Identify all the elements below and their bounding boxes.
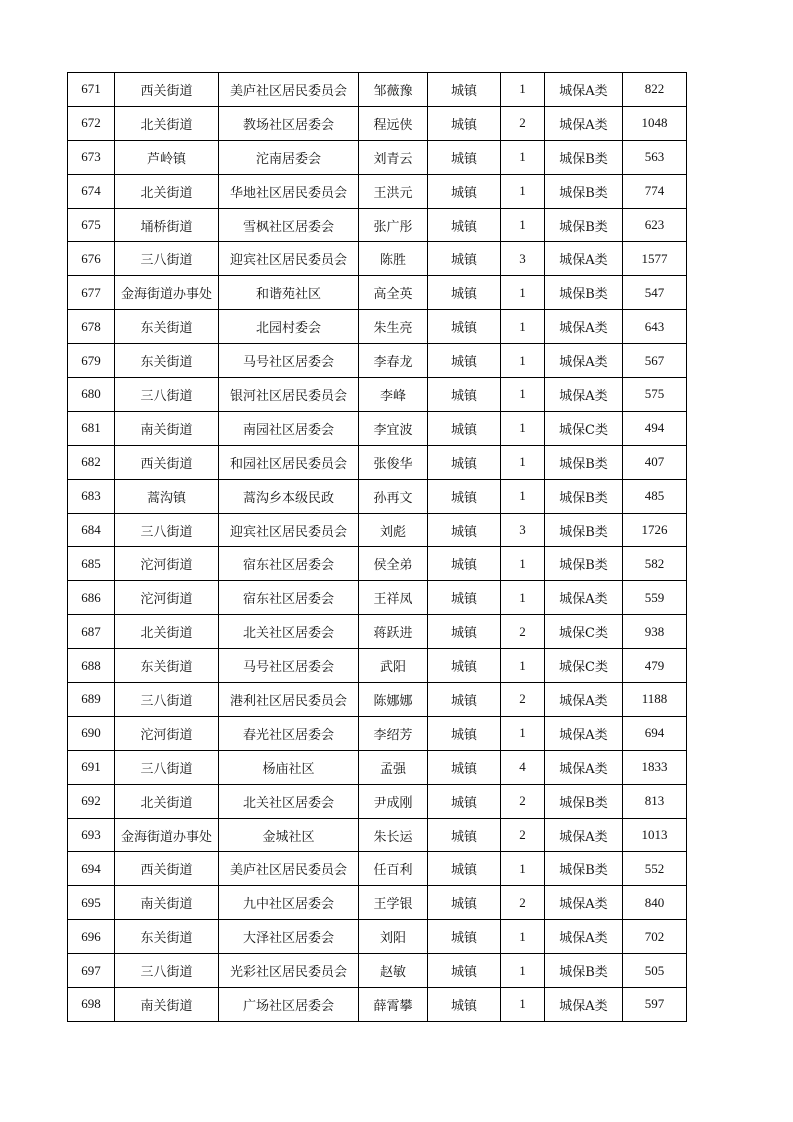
household-count-cell: 1 [501,411,545,445]
category-cell: 城保A类 [545,310,623,344]
community-cell: 南园社区居委会 [219,411,359,445]
community-cell: 华地社区居民委员会 [219,174,359,208]
table-body [68,73,687,1022]
household-count-cell: 2 [501,818,545,852]
name-cell: 李春龙 [359,344,428,378]
household-count-cell: 2 [501,615,545,649]
street-cell: 东关街道 [115,649,219,683]
household-count-cell: 1 [501,174,545,208]
name-cell: 李宜波 [359,411,428,445]
community-cell: 雪枫社区居委会 [219,208,359,242]
name-cell: 刘彪 [359,513,428,547]
name-cell: 张俊华 [359,445,428,479]
amount-cell: 547 [623,276,687,310]
table-row [68,581,687,615]
amount-cell: 1577 [623,242,687,276]
category-cell: 城保C类 [545,649,623,683]
category-cell: 城保B类 [545,479,623,513]
table-row [68,174,687,208]
name-cell: 孙再文 [359,479,428,513]
row-number-cell: 688 [68,649,115,683]
community-cell: 广场社区居委会 [219,988,359,1022]
amount-cell: 479 [623,649,687,683]
area-type-cell: 城镇 [428,920,501,954]
area-type-cell: 城镇 [428,716,501,750]
table-row [68,73,687,107]
table-row [68,716,687,750]
name-cell: 张广彤 [359,208,428,242]
category-cell: 城保A类 [545,344,623,378]
row-number-cell: 685 [68,547,115,581]
row-number-cell: 698 [68,988,115,1022]
row-number-cell: 675 [68,208,115,242]
name-cell: 陈胜 [359,242,428,276]
amount-cell: 1833 [623,750,687,784]
area-type-cell: 城镇 [428,106,501,140]
category-cell: 城保C类 [545,615,623,649]
relief-roster-table [67,72,687,1022]
amount-cell: 485 [623,479,687,513]
amount-cell: 494 [623,411,687,445]
street-cell: 蒿沟镇 [115,479,219,513]
amount-cell: 575 [623,378,687,412]
community-cell: 北关社区居委会 [219,615,359,649]
household-count-cell: 1 [501,988,545,1022]
row-number-cell: 687 [68,615,115,649]
area-type-cell: 城镇 [428,818,501,852]
street-cell: 三八街道 [115,954,219,988]
name-cell: 邹薇豫 [359,73,428,107]
amount-cell: 813 [623,784,687,818]
name-cell: 王祥凤 [359,581,428,615]
community-cell: 和园社区居民委员会 [219,445,359,479]
area-type-cell: 城镇 [428,242,501,276]
category-cell: 城保B类 [545,208,623,242]
amount-cell: 597 [623,988,687,1022]
row-number-cell: 683 [68,479,115,513]
table-row [68,513,687,547]
household-count-cell: 1 [501,445,545,479]
street-cell: 北关街道 [115,174,219,208]
area-type-cell: 城镇 [428,750,501,784]
row-number-cell: 676 [68,242,115,276]
amount-cell: 840 [623,886,687,920]
name-cell: 王洪元 [359,174,428,208]
street-cell: 三八街道 [115,378,219,412]
community-cell: 沱南居委会 [219,140,359,174]
area-type-cell: 城镇 [428,784,501,818]
community-cell: 杨庙社区 [219,750,359,784]
street-cell: 南关街道 [115,988,219,1022]
household-count-cell: 4 [501,750,545,784]
category-cell: 城保A类 [545,988,623,1022]
area-type-cell: 城镇 [428,581,501,615]
category-cell: 城保A类 [545,683,623,717]
street-cell: 西关街道 [115,852,219,886]
street-cell: 西关街道 [115,445,219,479]
household-count-cell: 2 [501,784,545,818]
amount-cell: 552 [623,852,687,886]
area-type-cell: 城镇 [428,513,501,547]
table-row [68,276,687,310]
household-count-cell: 1 [501,276,545,310]
table-row [68,344,687,378]
community-cell: 迎宾社区居民委员会 [219,242,359,276]
street-cell: 北关街道 [115,106,219,140]
row-number-cell: 695 [68,886,115,920]
street-cell: 北关街道 [115,615,219,649]
area-type-cell: 城镇 [428,445,501,479]
amount-cell: 505 [623,954,687,988]
household-count-cell: 1 [501,716,545,750]
community-cell: 宿东社区居委会 [219,547,359,581]
category-cell: 城保B类 [545,445,623,479]
table-row [68,140,687,174]
area-type-cell: 城镇 [428,378,501,412]
name-cell: 刘阳 [359,920,428,954]
street-cell: 沱河街道 [115,547,219,581]
category-cell: 城保A类 [545,750,623,784]
community-cell: 港利社区居民委员会 [219,683,359,717]
table-row [68,242,687,276]
community-cell: 春光社区居委会 [219,716,359,750]
row-number-cell: 674 [68,174,115,208]
household-count-cell: 1 [501,920,545,954]
amount-cell: 559 [623,581,687,615]
amount-cell: 1726 [623,513,687,547]
name-cell: 任百利 [359,852,428,886]
row-number-cell: 682 [68,445,115,479]
street-cell: 南关街道 [115,411,219,445]
community-cell: 九中社区居委会 [219,886,359,920]
household-count-cell: 1 [501,649,545,683]
table-row [68,208,687,242]
community-cell: 和谐苑社区 [219,276,359,310]
category-cell: 城保A类 [545,378,623,412]
table-row [68,920,687,954]
row-number-cell: 696 [68,920,115,954]
household-count-cell: 1 [501,852,545,886]
area-type-cell: 城镇 [428,140,501,174]
table-row [68,683,687,717]
name-cell: 尹成刚 [359,784,428,818]
household-count-cell: 1 [501,310,545,344]
row-number-cell: 678 [68,310,115,344]
community-cell: 迎宾社区居民委员会 [219,513,359,547]
street-cell: 西关街道 [115,73,219,107]
table-row [68,411,687,445]
household-count-cell: 1 [501,954,545,988]
name-cell: 程远侠 [359,106,428,140]
name-cell: 孟强 [359,750,428,784]
street-cell: 三八街道 [115,513,219,547]
area-type-cell: 城镇 [428,615,501,649]
household-count-cell: 1 [501,73,545,107]
name-cell: 朱生亮 [359,310,428,344]
category-cell: 城保B类 [545,547,623,581]
category-cell: 城保C类 [545,411,623,445]
name-cell: 侯全弟 [359,547,428,581]
area-type-cell: 城镇 [428,174,501,208]
community-cell: 北关社区居委会 [219,784,359,818]
table-row [68,310,687,344]
category-cell: 城保B类 [545,174,623,208]
table-row [68,784,687,818]
household-count-cell: 1 [501,140,545,174]
category-cell: 城保B类 [545,784,623,818]
area-type-cell: 城镇 [428,479,501,513]
street-cell: 金海街道办事处 [115,276,219,310]
name-cell: 李绍芳 [359,716,428,750]
area-type-cell: 城镇 [428,73,501,107]
row-number-cell: 689 [68,683,115,717]
table-row [68,445,687,479]
community-cell: 马号社区居委会 [219,649,359,683]
community-cell: 银河社区居民委员会 [219,378,359,412]
table-row [68,547,687,581]
row-number-cell: 693 [68,818,115,852]
amount-cell: 582 [623,547,687,581]
household-count-cell: 1 [501,378,545,412]
category-cell: 城保A类 [545,73,623,107]
amount-cell: 702 [623,920,687,954]
area-type-cell: 城镇 [428,954,501,988]
household-count-cell: 3 [501,513,545,547]
area-type-cell: 城镇 [428,411,501,445]
category-cell: 城保A类 [545,242,623,276]
table-row [68,988,687,1022]
name-cell: 朱长运 [359,818,428,852]
area-type-cell: 城镇 [428,547,501,581]
area-type-cell: 城镇 [428,208,501,242]
name-cell: 赵敏 [359,954,428,988]
row-number-cell: 684 [68,513,115,547]
row-number-cell: 691 [68,750,115,784]
category-cell: 城保A类 [545,818,623,852]
household-count-cell: 1 [501,581,545,615]
category-cell: 城保A类 [545,581,623,615]
row-number-cell: 692 [68,784,115,818]
table-row [68,649,687,683]
row-number-cell: 694 [68,852,115,886]
amount-cell: 822 [623,73,687,107]
community-cell: 大泽社区居委会 [219,920,359,954]
street-cell: 东关街道 [115,310,219,344]
street-cell: 金海街道办事处 [115,818,219,852]
area-type-cell: 城镇 [428,988,501,1022]
household-count-cell: 1 [501,344,545,378]
street-cell: 北关街道 [115,784,219,818]
category-cell: 城保B类 [545,140,623,174]
name-cell: 王学银 [359,886,428,920]
name-cell: 武阳 [359,649,428,683]
row-number-cell: 672 [68,106,115,140]
table-row [68,479,687,513]
category-cell: 城保A类 [545,886,623,920]
street-cell: 三八街道 [115,683,219,717]
street-cell: 芦岭镇 [115,140,219,174]
name-cell: 刘青云 [359,140,428,174]
street-cell: 三八街道 [115,242,219,276]
amount-cell: 643 [623,310,687,344]
street-cell: 埇桥街道 [115,208,219,242]
household-count-cell: 2 [501,886,545,920]
row-number-cell: 686 [68,581,115,615]
community-cell: 北园村委会 [219,310,359,344]
area-type-cell: 城镇 [428,886,501,920]
table-row [68,378,687,412]
category-cell: 城保B类 [545,954,623,988]
name-cell: 蒋跃进 [359,615,428,649]
table-row [68,818,687,852]
amount-cell: 623 [623,208,687,242]
amount-cell: 1013 [623,818,687,852]
row-number-cell: 690 [68,716,115,750]
street-cell: 沱河街道 [115,581,219,615]
amount-cell: 563 [623,140,687,174]
category-cell: 城保B类 [545,513,623,547]
row-number-cell: 680 [68,378,115,412]
household-count-cell: 2 [501,106,545,140]
name-cell: 陈娜娜 [359,683,428,717]
area-type-cell: 城镇 [428,649,501,683]
row-number-cell: 681 [68,411,115,445]
street-cell: 东关街道 [115,920,219,954]
street-cell: 南关街道 [115,886,219,920]
amount-cell: 1048 [623,106,687,140]
name-cell: 李峰 [359,378,428,412]
category-cell: 城保B类 [545,276,623,310]
community-cell: 教场社区居委会 [219,106,359,140]
amount-cell: 774 [623,174,687,208]
name-cell: 薛霄攀 [359,988,428,1022]
household-count-cell: 1 [501,547,545,581]
street-cell: 东关街道 [115,344,219,378]
table-row [68,750,687,784]
amount-cell: 694 [623,716,687,750]
amount-cell: 938 [623,615,687,649]
amount-cell: 567 [623,344,687,378]
category-cell: 城保A类 [545,716,623,750]
area-type-cell: 城镇 [428,276,501,310]
street-cell: 三八街道 [115,750,219,784]
table-row [68,615,687,649]
amount-cell: 1188 [623,683,687,717]
area-type-cell: 城镇 [428,344,501,378]
community-cell: 金城社区 [219,818,359,852]
community-cell: 美庐社区居民委员会 [219,73,359,107]
household-count-cell: 1 [501,208,545,242]
household-count-cell: 1 [501,479,545,513]
row-number-cell: 671 [68,73,115,107]
row-number-cell: 677 [68,276,115,310]
category-cell: 城保A类 [545,920,623,954]
table-row [68,954,687,988]
community-cell: 蒿沟乡本级民政 [219,479,359,513]
community-cell: 宿东社区居委会 [219,581,359,615]
row-number-cell: 673 [68,140,115,174]
area-type-cell: 城镇 [428,852,501,886]
category-cell: 城保B类 [545,852,623,886]
household-count-cell: 2 [501,683,545,717]
community-cell: 美庐社区居民委员会 [219,852,359,886]
community-cell: 光彩社区居民委员会 [219,954,359,988]
area-type-cell: 城镇 [428,683,501,717]
name-cell: 高全英 [359,276,428,310]
table-row [68,106,687,140]
row-number-cell: 697 [68,954,115,988]
household-count-cell: 3 [501,242,545,276]
row-number-cell: 679 [68,344,115,378]
street-cell: 沱河街道 [115,716,219,750]
table-row [68,852,687,886]
amount-cell: 407 [623,445,687,479]
community-cell: 马号社区居委会 [219,344,359,378]
category-cell: 城保A类 [545,106,623,140]
table-row [68,886,687,920]
area-type-cell: 城镇 [428,310,501,344]
